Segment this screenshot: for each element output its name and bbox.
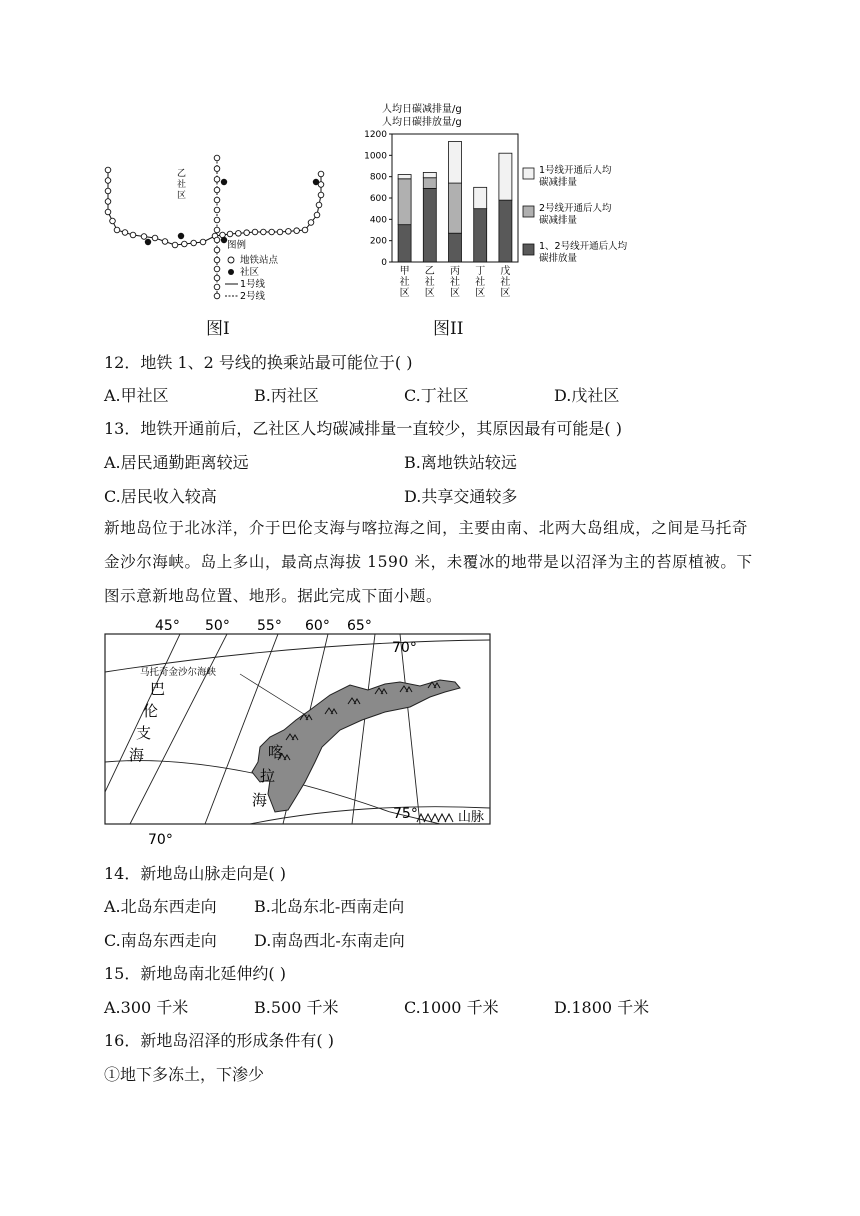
bar-segment: [474, 209, 487, 262]
q13-option-d: D.共享交通较多: [404, 487, 518, 506]
subway-station: [244, 230, 250, 236]
subway-station: [130, 232, 136, 238]
legend-mountain-icon: [417, 814, 453, 822]
barents-sea-1: 巴: [150, 680, 166, 698]
subway-station: [214, 247, 220, 253]
subway-station: [214, 237, 220, 243]
y-tick-label: 1200: [364, 130, 387, 140]
y-tick-label: 800: [369, 172, 387, 183]
x-tick-label: 戊: [500, 266, 511, 277]
chart-y-title-1: 人均日碳减排量/g: [382, 104, 462, 115]
bar-segment: [398, 175, 411, 179]
q15-option-a: A.300 千米: [104, 998, 189, 1017]
subway-station: [191, 240, 197, 246]
legend-label: 1、2号线开通后人均: [539, 241, 628, 252]
lon-65: 65°: [347, 618, 372, 634]
subway-station: [236, 231, 242, 237]
subway-station: [214, 275, 220, 281]
subway-station: [105, 178, 111, 184]
q12-option-a: A.甲社区: [104, 386, 169, 405]
bar-segment: [423, 172, 436, 177]
bar-segment: [499, 200, 512, 262]
svg-text:社区: 社区: [240, 267, 260, 278]
x-tick-label: 区: [475, 288, 486, 299]
subway-station: [214, 284, 220, 290]
subway-station: [214, 155, 220, 161]
bar-segment: [398, 225, 411, 262]
barents-sea-4: 海: [129, 746, 145, 764]
legend-swatch: [523, 206, 534, 217]
kara-sea-1: 喀: [268, 743, 284, 761]
lon-50: 50°: [205, 618, 230, 634]
subway-station: [162, 239, 168, 245]
y-tick-label: 400: [369, 215, 387, 226]
subway-station: [269, 229, 275, 235]
district-label: 乙社区: [177, 169, 187, 201]
q14-option-b: B.北岛东北-西南走向: [254, 897, 405, 916]
subway-map: [95, 150, 335, 305]
subway-station: [214, 177, 220, 183]
x-tick-label: 社: [424, 277, 435, 288]
lon-55: 55°: [257, 618, 282, 634]
subway-station: [227, 231, 233, 237]
q12-stem: 12．地铁 1、2 号线的换乘站最可能位于( ): [104, 353, 413, 372]
subway-station: [318, 171, 324, 177]
x-tick-label: 区: [399, 288, 410, 299]
q12-option-b: B.丙社区: [254, 386, 319, 405]
bar-segment: [398, 179, 411, 225]
svg-text:图例: 图例: [227, 240, 247, 251]
q12-option-d: D.戊社区: [554, 386, 620, 405]
lon-45: 45°: [155, 618, 180, 634]
bar-segment: [499, 153, 512, 200]
bar-segment: [449, 141, 462, 183]
subway-legend: [225, 239, 279, 302]
q16-option-1: ①地下多冻土，下渗少: [104, 1065, 265, 1084]
legend-mountain-label: 山脉: [458, 810, 485, 825]
subway-station: [214, 257, 220, 263]
x-tick-label: 区: [424, 288, 435, 299]
lat-70-right: 70°: [392, 640, 417, 656]
x-tick-label: 社: [450, 277, 460, 288]
subway-station: [214, 197, 220, 203]
svg-text:地铁站点: 地铁站点: [240, 255, 279, 266]
q13-option-c: C.居民收入较高: [104, 487, 217, 506]
x-tick-label: 区: [450, 288, 460, 299]
subway-station: [214, 207, 220, 213]
q15-stem: 15．新地岛南北延伸约( ): [104, 964, 286, 983]
subway-station: [214, 166, 220, 172]
subway-station: [302, 227, 308, 233]
subway-station: [214, 293, 220, 299]
x-tick-label: 区: [500, 288, 511, 299]
novaya-zemlya-map: [100, 612, 500, 848]
subway-station: [110, 218, 116, 224]
q15-option-d: D.1800 千米: [554, 998, 650, 1017]
lon-60: 60°: [305, 618, 330, 634]
y-tick-label: 0: [381, 258, 387, 268]
subway-station: [261, 229, 267, 235]
figure1-label: 图I: [206, 319, 230, 339]
x-tick-label: 甲: [399, 266, 410, 277]
q12-option-c: C.丁社区: [404, 386, 469, 405]
subway-station: [214, 227, 220, 233]
carbon-chart: [350, 98, 650, 308]
subway-station: [182, 241, 188, 247]
subway-station: [286, 229, 292, 235]
lat-75: 75°: [393, 806, 418, 822]
barents-sea-2: 伦: [143, 702, 159, 720]
kara-sea-2: 拉: [260, 767, 276, 785]
subway-station: [214, 217, 220, 223]
subway-station: [141, 234, 147, 240]
subway-station: [152, 235, 158, 241]
bar-segment: [423, 188, 436, 262]
x-tick-label: 社: [475, 277, 486, 288]
legend-label: 碳减排量: [539, 177, 578, 188]
strait-label: 马托奇金沙尔海峡: [140, 667, 217, 678]
subway-station: [105, 188, 111, 194]
subway-station: [314, 212, 320, 218]
svg-text:2号线: 2号线: [240, 291, 266, 302]
subway-station: [252, 229, 258, 235]
legend-label: 碳减排量: [539, 215, 578, 226]
q13-option-a: A.居民通勤距离较远: [104, 453, 249, 472]
y-tick-label: 1000: [364, 151, 387, 162]
subway-station: [105, 199, 111, 205]
lat-70-bottom: 70°: [148, 832, 173, 848]
subway-station: [214, 266, 220, 272]
y-tick-label: 200: [369, 236, 387, 247]
legend-swatch: [523, 168, 534, 179]
subway-station: [105, 209, 111, 215]
bar-segment: [449, 233, 462, 262]
legend-label: 2号线开通后人均: [539, 203, 612, 214]
subway-station: [316, 202, 322, 208]
bar-segment: [449, 183, 462, 233]
kara-sea-3: 海: [252, 791, 268, 809]
q15-option-b: B.500 千米: [254, 998, 339, 1017]
q14-option-d: D.南岛西北-东南走向: [254, 931, 405, 950]
subway-station: [214, 187, 220, 193]
subway-station: [308, 220, 314, 226]
subway-station: [200, 239, 206, 245]
barents-sea-3: 支: [136, 724, 152, 742]
x-tick-label: 社: [500, 277, 511, 288]
legend-label: 碳排放量: [539, 253, 578, 264]
bar-segment: [474, 187, 487, 208]
q13-stem: 13．地铁开通前后，乙社区人均碳减排量一直较少，其原因最有可能是( ): [104, 419, 622, 438]
subway-station: [172, 242, 178, 248]
legend-swatch: [523, 244, 534, 255]
subway-station: [122, 230, 128, 236]
y-tick-label: 600: [369, 194, 387, 204]
subway-station: [105, 167, 111, 173]
q15-option-c: C.1000 千米: [404, 998, 499, 1017]
svg-text:1号线: 1号线: [240, 279, 266, 290]
subway-station: [294, 228, 300, 234]
x-tick-label: 丙: [450, 266, 460, 277]
subway-station: [277, 229, 283, 235]
x-tick-label: 丁: [475, 266, 486, 277]
q16-stem: 16．新地岛沼泽的形成条件有( ): [104, 1031, 334, 1050]
bar-segment: [423, 178, 436, 189]
q14-option-c: C.南岛东西走向: [104, 931, 217, 950]
x-tick-label: 社: [399, 277, 410, 288]
q13-option-b: B.离地铁站较远: [404, 453, 517, 472]
chart-y-title-2: 人均日碳排放量/g: [382, 117, 462, 128]
legend-label: 1号线开通后人均: [539, 165, 612, 176]
passage: 新地岛位于北冰洋，介于巴伦支海与喀拉海之间，主要由南、北两大岛组成，之间是马托奇金沙尔海峡。岛上多山，最高点海拔 1590 米，未覆冰的地带是以沼泽为主的苔原植被。下图示意新地岛位置、地形。据此完成下面小题。: [104, 519, 753, 605]
figure2-label: 图II: [433, 319, 464, 339]
q14-option-a: A.北岛东西走向: [104, 897, 217, 916]
subway-station: [114, 227, 120, 233]
subway-station: [318, 192, 324, 198]
x-tick-label: 乙: [424, 266, 435, 277]
q14-stem: 14．新地岛山脉走向是( ): [104, 864, 286, 883]
